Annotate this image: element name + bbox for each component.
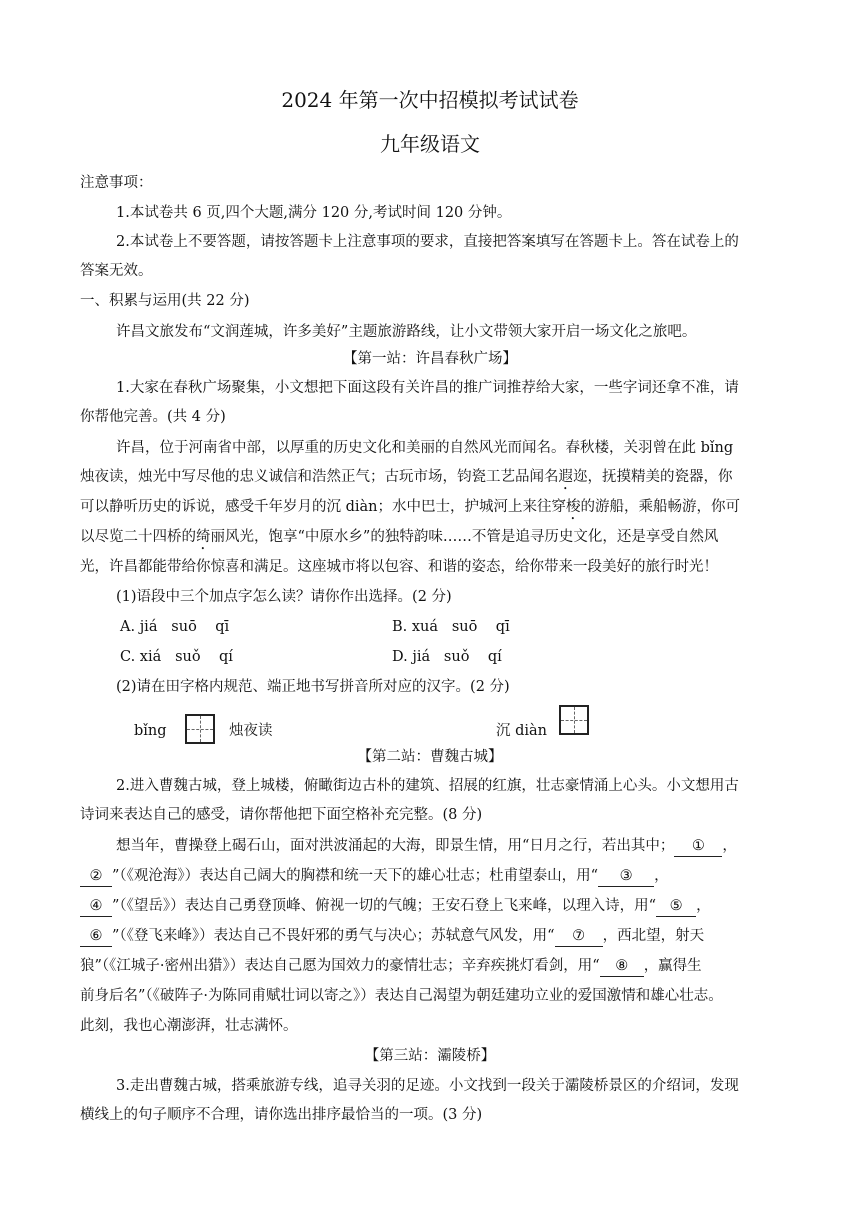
sub-question-1: (1)语段中三个加点字怎么读？请你作出选择。(2 分) (116, 589, 452, 605)
tianzige-box-1[interactable] (185, 714, 215, 744)
tianzige-box-2[interactable] (559, 705, 589, 735)
question-1-stem-cont: 你帮他完善。(共 4 分) (80, 409, 226, 425)
passage-2-line-6: 前身后名”（《破阵子·为陈同甫赋壮词以寄之》）表达自己渴望为朝廷建功立业的爱国激情和雄心壮志。 (80, 988, 723, 1004)
dotted-char-1: 遐 (558, 469, 573, 485)
grid-1-pinyin: bǐng (134, 723, 167, 739)
question-3-stem: 3.走出曹魏古城，搭乘旅游专线，追寻关羽的足迹。小文找到一段关于灞陵桥景区的介绍词，发现 (116, 1078, 739, 1094)
passage-2-line-2: ② ”（《观沧海》）表达自己阔大的胸襟和统一天下的雄心壮志；杜甫望泰山，用“ ③ ， (80, 866, 780, 887)
blank-8[interactable]: ⑧ (600, 956, 644, 977)
passage-2-line-1: 想当年，曹操登上碣石山，面对洪波涌起的大海，即景生情，用“日月之行，若出其中； ① ， (116, 836, 780, 857)
dotted-char-2: 梭 (566, 499, 581, 515)
station-3-heading: 【第三站：灞陵桥】 (364, 1048, 496, 1064)
question-1-stem: 1.大家在春秋广场聚集，小文想把下面这段有关许昌的推广词推荐给大家，一些字词还拿不准，请 (116, 380, 739, 396)
passage-1-line-2: 烛夜读，烛光中写尽他的忠义诚信和浩然正气；古玩市场，钧瓷工艺品闻名遐迩，抚摸精美的瓷器，你 (80, 469, 733, 485)
passage-2-line-5: 狼”（《江城子·密州出猎》）表达自己愿为国效力的豪情壮志；辛弃疾挑灯看剑，用“ ⑧ ，赢得生 (80, 956, 780, 977)
section-1-intro: 许昌文旅发布“文润莲城，许多美好”主题旅游路线，让小文带领大家开启一场文化之旅吧。 (116, 324, 697, 340)
question-2-stem-cont: 诗词来表达自己的感受，请你帮他把下面空格补充完整。(8 分) (80, 807, 483, 823)
blank-1[interactable]: ① (674, 836, 722, 857)
notice-label: 注意事项： (80, 175, 153, 191)
notice-item-1: 1.本试卷共 6 页,四个大题,满分 120 分,考试时间 120 分钟。 (116, 205, 512, 221)
passage-2-line-4: ⑥ ”（《登飞来峰》）表达自己不畏奸邪的勇气与决心；苏轼意气风发，用“ ⑦ ，西北望，射天 (80, 926, 780, 947)
station-2-heading: 【第二站：曹魏古城】 (357, 749, 503, 765)
grid-1-suffix: 烛夜读 (229, 723, 273, 739)
passage-1-line-1: 许昌，位于河南省中部，以厚重的历史文化和美丽的自然风光而闻名。春秋楼，关羽曾在此 bǐng (116, 440, 734, 456)
exam-subtitle: 九年级语文 (380, 132, 480, 156)
passage-1-line-4: 以尽览二十四桥的绮丽风光，饱享“中原水乡”的独特韵味……不管是追寻历史文化，还是享受自然风 (80, 529, 719, 545)
passage-2-line-7: 此刻，我也心潮澎湃，壮志满怀。 (80, 1018, 298, 1034)
grid-2-pinyin: 沉 diàn (496, 723, 548, 739)
option-c: C. xiá suǒ qí (120, 649, 233, 665)
passage-1-line-3: 可以静听历史的诉说，感受千年岁月的沉 diàn；水中巴士，护城河上来往穿梭的游船，乘船畅游，你可 (80, 499, 741, 515)
question-2-stem: 2.进入曹魏古城，登上城楼，俯瞰街边古朴的建筑、招展的红旗，壮志豪情涌上心头。小文想用古 (116, 778, 739, 794)
blank-2[interactable]: ② (80, 866, 112, 887)
blank-3[interactable]: ③ (598, 866, 654, 887)
option-a: A. jiá suō qī (120, 619, 230, 635)
blank-7[interactable]: ⑦ (555, 926, 603, 947)
dotted-char-3: 绮 (196, 529, 211, 545)
passage-1-line-5: 光，许昌都能带给你惊喜和满足。这座城市将以包容、和谐的姿态，给你带来一段美好的旅行时光！ (80, 559, 718, 575)
sub-question-2: (2)请在田字格内规范、端正地书写拼音所对应的汉字。(2 分) (116, 679, 510, 695)
section-1-title: 一、积累与运用(共 22 分) (80, 293, 250, 309)
notice-item-2-cont: 答案无效。 (80, 263, 153, 279)
notice-item-2: 2.本试卷上不要答题，请按答题卡上注意事项的要求，直接把答案填写在答题卡上。答在试卷上的 (116, 234, 739, 250)
passage-2-line-3: ④ ”（《望岳》）表达自己勇登顶峰、俯视一切的气魄；王安石登上飞来峰，以理入诗，用“ ⑤ ， (80, 896, 780, 917)
exam-title: 2024 年第一次中招模拟考试试卷 (281, 88, 579, 112)
option-d: D. jiá suǒ qí (392, 649, 502, 665)
question-3-stem-cont: 横线上的句子顺序不合理，请你选出排序最恰当的一项。(3 分) (80, 1107, 483, 1123)
blank-4[interactable]: ④ (80, 896, 112, 917)
option-b: B. xuá suō qī (392, 619, 510, 635)
blank-5[interactable]: ⑤ (656, 896, 696, 917)
station-1-heading: 【第一站：许昌春秋广场】 (343, 351, 517, 367)
blank-6[interactable]: ⑥ (80, 926, 112, 947)
